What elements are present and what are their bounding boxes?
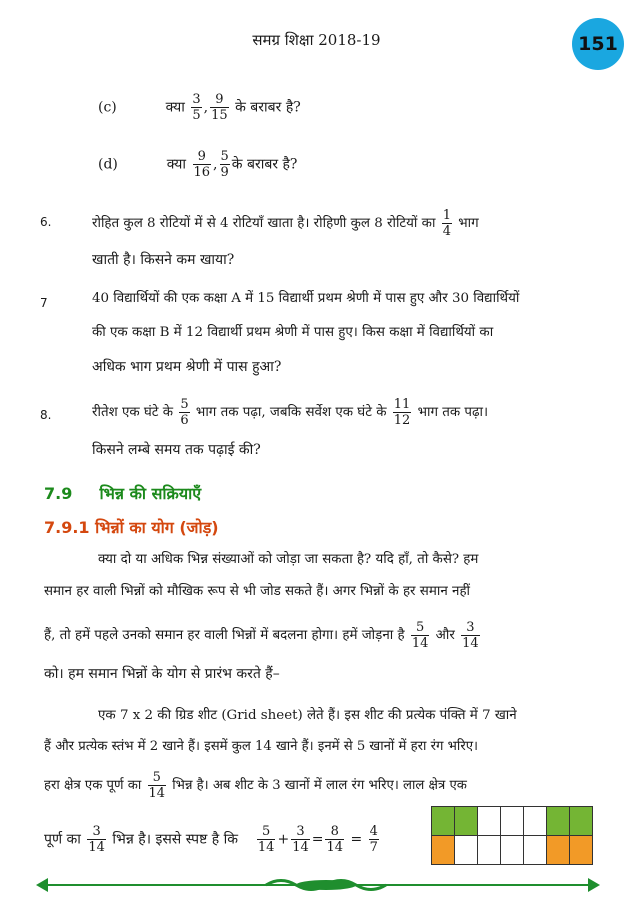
fraction: $\frac{5}{14}$ bbox=[148, 770, 166, 801]
question-d: (d) क्या $\frac{9}{16}$ , $\frac{5}{9}$ के बराबर है? bbox=[98, 149, 298, 180]
fraction: $\frac{4}{7}$ bbox=[369, 824, 378, 855]
fraction: $\frac{9}{15}$ bbox=[211, 92, 228, 123]
question-6-line1: रोहित कुल 8 रोटियों में से 4 रोटियाँ खाता है। रोहिणी कुल 8 रोटियों का $\frac{1}{4}$ भाग bbox=[92, 208, 479, 239]
paragraph-line: एक 7 x 2 की ग्रिड शीट (Grid sheet) लेते हैं। इस शीट की प्रत्येक पंक्ति में 7 खाने bbox=[98, 708, 517, 723]
question-c: (c) क्या $\frac{3}{5}$ , $\frac{9}{15}$ के बराबर है? bbox=[98, 92, 301, 123]
running-header: समग्र शिक्षा 2018-19 bbox=[252, 31, 381, 49]
question-text: क्या bbox=[166, 156, 187, 173]
grid-cell-orange bbox=[547, 836, 570, 865]
page-number-badge: 151 bbox=[572, 18, 624, 70]
section-heading: 7.9 भिन्न की सक्रियाएँ bbox=[44, 484, 202, 503]
fraction: $\frac{8}{14}$ bbox=[326, 824, 344, 855]
grid-cell-empty bbox=[524, 807, 547, 836]
grid-cell-green bbox=[455, 807, 478, 836]
question-8-line1: रीतेश एक घंटे के $\frac{5}{6}$ भाग तक पढ़ा, जबकि सर्वेश एक घंटे के $\frac{11}{12}$ भाग तक पढ़ा। bbox=[92, 397, 489, 428]
question-label: (c) bbox=[98, 99, 117, 116]
grid-cell-orange bbox=[570, 836, 593, 865]
paragraph-line: पूर्ण का $\frac{3}{14}$ भिन्न है। इससे स्पष्ट है कि $\frac{5}{14}$ + $\frac{3}{14}$ = $\frac{8}{14}$ = $\frac{4}{7}$ bbox=[44, 824, 378, 855]
grid-row bbox=[432, 807, 593, 836]
grid-cell-empty bbox=[524, 836, 547, 865]
question-8-line2: किसने लम्बे समय तक पढ़ाई की? bbox=[92, 442, 261, 458]
grid-cell-green bbox=[570, 807, 593, 836]
question-7-line1: 40 विद्यार्थियों की एक कक्षा A में 15 विद्यार्थी प्रथम श्रेणी में पास हुए और 30 विद्यार्थियों bbox=[92, 291, 520, 306]
grid-cell-empty bbox=[478, 807, 501, 836]
paragraph-line: हरा क्षेत्र एक पूर्ण का $\frac{5}{14}$ भिन्न है। अब शीट के 3 खानों में लाल रंग भरिए। लाल क्षेत्र एक bbox=[44, 770, 467, 801]
grid-cell-orange bbox=[432, 836, 455, 865]
fraction: $\frac{5}{14}$ bbox=[411, 620, 429, 651]
question-text: के बराबर है? bbox=[231, 156, 298, 173]
question-number: 7 bbox=[40, 296, 48, 310]
grid-cell-empty bbox=[455, 836, 478, 865]
question-label: (d) bbox=[98, 156, 118, 173]
subsection-heading: 7.9.1 भिन्नों का योग (जोड़) bbox=[44, 518, 219, 537]
fraction: $\frac{3}{14}$ bbox=[292, 824, 309, 855]
fraction: $\frac{11}{12}$ bbox=[393, 397, 411, 428]
paragraph-line: हैं और प्रत्येक स्तंभ में 2 खाने हैं। इसमें कुल 14 खाने हैं। इनमें से 5 खानों में हरा रंग भरिए। bbox=[44, 739, 479, 754]
fraction: $\frac{5}{6}$ bbox=[180, 397, 189, 428]
question-number: 8. bbox=[40, 408, 52, 422]
fraction: $\frac{9}{16}$ bbox=[193, 149, 211, 180]
fraction: $\frac{3}{5}$ bbox=[192, 92, 201, 123]
paragraph-line: हैं, तो हमें पहले उनको समान हर वाली भिन्नों में बदलना होगा। हमें जोड़ना है $\frac{5}{14}$ और $\frac{3}{14}$ bbox=[44, 620, 479, 651]
fraction: $\frac{3}{14}$ bbox=[88, 824, 105, 855]
question-6-line2: खाती है। किसने कम खाया? bbox=[92, 252, 235, 268]
center-ornament bbox=[296, 880, 356, 890]
fraction: $\frac{1}{4}$ bbox=[442, 208, 451, 239]
grid-cell-empty bbox=[501, 836, 524, 865]
question-7-line2: की एक कक्षा B में 12 विद्यार्थी प्रथम श्रेणी में पास हुए। किस कक्षा में विद्यार्थियों का bbox=[92, 325, 494, 340]
paragraph-line: को। हम समान भिन्नों के योग से प्रारंभ करते हैं– bbox=[44, 666, 280, 682]
grid-sheet bbox=[431, 806, 593, 865]
decorative-rule bbox=[36, 874, 600, 896]
grid-row bbox=[432, 836, 593, 865]
grid-cell-green bbox=[547, 807, 570, 836]
fraction: $\frac{5}{14}$ bbox=[257, 824, 275, 855]
grid-cell-empty bbox=[478, 836, 501, 865]
question-text: क्या bbox=[165, 99, 185, 116]
fraction: $\frac{5}{9}$ bbox=[220, 149, 229, 180]
question-text: के बराबर है? bbox=[235, 99, 301, 116]
paragraph-line: क्या दो या अधिक भिन्न संख्याओं को जोड़ा जा सकता है? यदि हाँ, तो कैसे? हम bbox=[98, 552, 479, 567]
grid-cell-green bbox=[432, 807, 455, 836]
question-number: 6. bbox=[40, 215, 52, 229]
fraction: $\frac{3}{14}$ bbox=[462, 620, 479, 651]
paragraph-line: समान हर वाली भिन्नों को मौखिक रूप से भी जोड सकते हैं। अगर भिन्नों के हर समान नहीं bbox=[44, 584, 471, 599]
question-7-line3: अधिक भाग प्रथम श्रेणी में पास हुआ? bbox=[92, 359, 282, 375]
grid-cell-empty bbox=[501, 807, 524, 836]
